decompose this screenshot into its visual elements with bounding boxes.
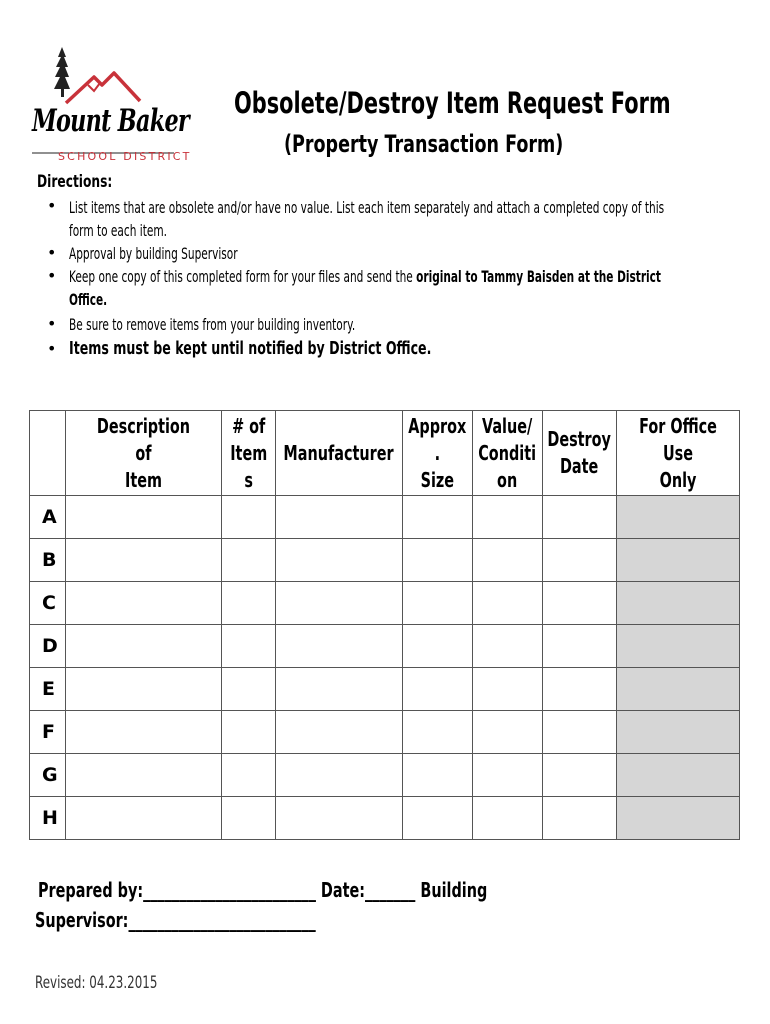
row-label: D (30, 625, 66, 668)
bullet-icon: • (47, 339, 57, 358)
direction-item-3-bold-cont: Office. (69, 290, 108, 309)
district-logo (28, 45, 192, 170)
value-cell[interactable] (473, 668, 543, 711)
quantity-cell[interactable] (222, 582, 276, 625)
row-label: B (30, 539, 66, 582)
bullet-icon: • (47, 266, 57, 285)
quantity-cell[interactable] (222, 496, 276, 539)
table-row (30, 668, 740, 711)
quantity-cell[interactable] (222, 668, 276, 711)
size-cell[interactable] (403, 754, 473, 797)
revision-date: Revised: 04.23.2015 (35, 973, 158, 993)
header-number-of-items: # of Item s (222, 411, 276, 496)
office-use-cell (617, 625, 740, 668)
bullet-icon: • (47, 243, 57, 262)
table-row (30, 797, 740, 840)
header-office-use: For Office Use Only (617, 411, 740, 496)
header-value-condition: Value/ Conditi on (473, 411, 543, 496)
table-row (30, 625, 740, 668)
table-row (30, 582, 740, 625)
destroy-date-cell[interactable] (543, 797, 617, 840)
description-cell[interactable] (66, 625, 222, 668)
office-use-cell (617, 711, 740, 754)
row-label: C (30, 582, 66, 625)
direction-item-3-bold: original to Tammy Baisden at the District (416, 267, 661, 286)
row-label: A (30, 496, 66, 539)
table-header-row (30, 411, 740, 496)
destroy-date-cell[interactable] (543, 582, 617, 625)
row-label: F (30, 711, 66, 754)
quantity-cell[interactable] (222, 797, 276, 840)
value-cell[interactable] (473, 754, 543, 797)
size-cell[interactable] (403, 539, 473, 582)
description-cell[interactable] (66, 582, 222, 625)
logo-subtitle: SCHOOL DISTRICT (58, 150, 192, 163)
supervisor-line[interactable]: Supervisor:__________________________ (35, 908, 316, 932)
direction-item-1-cont: form to each item. (69, 221, 167, 240)
value-cell[interactable] (473, 797, 543, 840)
bullet-icon: • (47, 196, 57, 215)
row-label: G (30, 754, 66, 797)
office-use-cell (617, 668, 740, 711)
direction-item-1: List items that are obsolete and/or have no value. List each item separately and attach a completed copy of this (69, 198, 665, 217)
manufacturer-cell[interactable] (276, 539, 403, 582)
directions-heading: Directions: (37, 172, 113, 192)
manufacturer-cell[interactable] (276, 625, 403, 668)
quantity-cell[interactable] (222, 625, 276, 668)
size-cell[interactable] (403, 668, 473, 711)
description-cell[interactable] (66, 668, 222, 711)
manufacturer-cell[interactable] (276, 754, 403, 797)
header-description: Description of Item (66, 411, 222, 496)
table-row (30, 496, 740, 539)
destroy-date-cell[interactable] (543, 539, 617, 582)
value-cell[interactable] (473, 711, 543, 754)
destroy-date-cell[interactable] (543, 754, 617, 797)
direction-item-3 (69, 267, 661, 286)
manufacturer-cell[interactable] (276, 582, 403, 625)
value-cell[interactable] (473, 539, 543, 582)
office-use-cell (617, 797, 740, 840)
page-title: Obsolete/Destroy Item Request Form (234, 86, 671, 120)
size-cell[interactable] (403, 625, 473, 668)
description-cell[interactable] (66, 496, 222, 539)
row-label: H (30, 797, 66, 840)
size-cell[interactable] (403, 582, 473, 625)
direction-item-2: Approval by building Supervisor (69, 244, 238, 263)
destroy-date-cell[interactable] (543, 711, 617, 754)
office-use-cell (617, 496, 740, 539)
header-row-label (30, 411, 66, 496)
quantity-cell[interactable] (222, 754, 276, 797)
direction-item-4: Be sure to remove items from your building inventory. (69, 315, 356, 334)
header-approx-size: Approx . Size (403, 411, 473, 496)
header-destroy-date: Destroy Date (543, 411, 617, 496)
direction-item-5: Items must be kept until notified by District Office. (69, 338, 432, 359)
table-row (30, 754, 740, 797)
office-use-cell (617, 754, 740, 797)
prepared-by-line[interactable]: Prepared by:________________________ Date:_______ Building (38, 878, 488, 902)
page-subtitle: (Property Transaction Form) (284, 130, 564, 158)
bullet-icon: • (47, 314, 57, 333)
office-use-cell (617, 582, 740, 625)
manufacturer-cell[interactable] (276, 711, 403, 754)
quantity-cell[interactable] (222, 711, 276, 754)
row-label: E (30, 668, 66, 711)
description-cell[interactable] (66, 539, 222, 582)
item-table (29, 410, 740, 840)
manufacturer-cell[interactable] (276, 668, 403, 711)
description-cell[interactable] (66, 797, 222, 840)
direction-item-3-cont (69, 290, 107, 309)
description-cell[interactable] (66, 711, 222, 754)
direction-item-3-text: Keep one copy of this completed form for your files and send the (69, 267, 417, 286)
quantity-cell[interactable] (222, 539, 276, 582)
office-use-cell (617, 539, 740, 582)
manufacturer-cell[interactable] (276, 797, 403, 840)
value-cell[interactable] (473, 582, 543, 625)
table-row (30, 539, 740, 582)
value-cell[interactable] (473, 625, 543, 668)
destroy-date-cell[interactable] (543, 625, 617, 668)
value-cell[interactable] (473, 496, 543, 539)
manufacturer-cell[interactable] (276, 496, 403, 539)
size-cell[interactable] (403, 496, 473, 539)
header-manufacturer: Manufacturer (276, 411, 403, 496)
table-row (30, 711, 740, 754)
logo-wordmark: Mount Baker (32, 103, 189, 139)
description-cell[interactable] (66, 754, 222, 797)
destroy-date-cell[interactable] (543, 668, 617, 711)
size-cell[interactable] (403, 711, 473, 754)
destroy-date-cell[interactable] (543, 496, 617, 539)
size-cell[interactable] (403, 797, 473, 840)
